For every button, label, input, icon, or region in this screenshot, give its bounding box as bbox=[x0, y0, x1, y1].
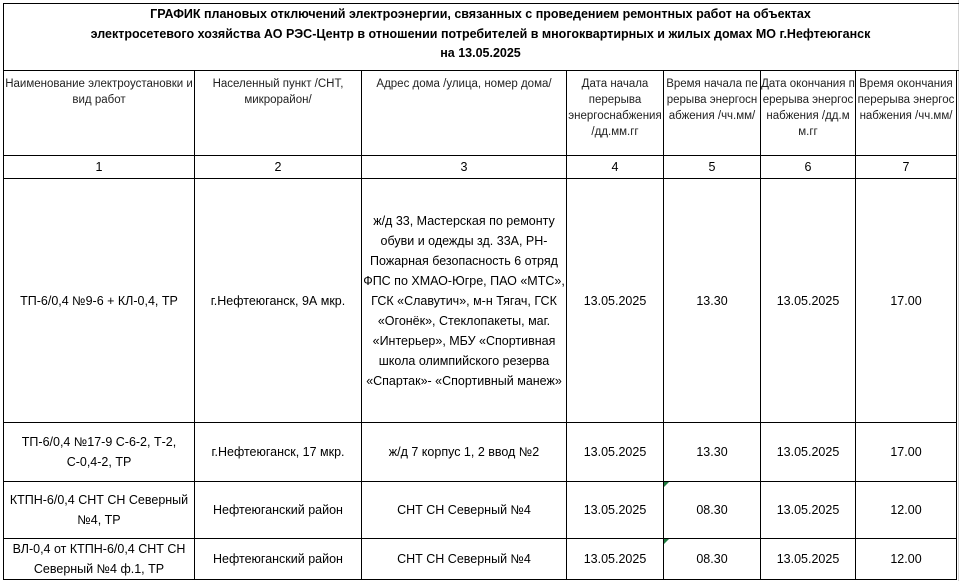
cell-locality[interactable]: г.Нефтеюганск, 17 мкр. bbox=[195, 423, 362, 482]
cell-installation[interactable]: ТП-6/0,4 №9-6 + КЛ-0,4, ТР bbox=[4, 179, 195, 423]
title-line-2: электросетевого хозяйства АО РЭС-Центр в отношении потребителей в многоквартирных и жилых домах МО г.Нефтеюганск bbox=[90, 27, 871, 41]
cell-installation[interactable]: КТПН-6/0,4 СНТ СН Северный №4, ТР bbox=[4, 482, 195, 539]
header-installation[interactable]: Наименование электроустановки и вид работ bbox=[4, 71, 195, 156]
cell-start-date[interactable]: 13.05.2025 bbox=[567, 423, 664, 482]
cell-end-date[interactable]: 13.05.2025 bbox=[761, 179, 856, 423]
cell-address[interactable]: ж/д 33, Мастерская по ремонту обуви и одежды зд. 33А, РН-Пожарная безопасность 6 отряд ФПС по ХМАО-Югре, ПАО «МТС», ГСК «Славутич», м-н Тягач, ГСК «Огонёк», Стеклопакеты, маг. «Интерьер», МБУ «Спортивная школа олимпийского резерва «Спартак»- «Спортивный манеж» bbox=[362, 179, 567, 423]
cell-end-time[interactable]: 17.00 bbox=[856, 179, 957, 423]
cell-address[interactable]: СНТ СН Северный №4 bbox=[362, 482, 567, 539]
column-number[interactable]: 1 bbox=[4, 156, 195, 179]
cell-end-time[interactable]: 17.00 bbox=[856, 423, 957, 482]
cell-end-time[interactable]: 12.00 bbox=[856, 482, 957, 539]
cell-address[interactable]: СНТ СН Северный №4 bbox=[362, 539, 567, 580]
header-end-time[interactable]: Время окончания перерыва энергоснабжения /чч.мм/ bbox=[856, 71, 957, 156]
table-row bbox=[4, 179, 957, 423]
header-end-date[interactable]: Дата окончания перерыва энергоснабжения /дд.мм.гг bbox=[761, 71, 856, 156]
cell-start-date[interactable]: 13.05.2025 bbox=[567, 482, 664, 539]
column-number[interactable]: 2 bbox=[195, 156, 362, 179]
header-row bbox=[4, 71, 957, 156]
column-number[interactable]: 3 bbox=[362, 156, 567, 179]
outage-table bbox=[3, 70, 957, 580]
title-line-1: ГРАФИК плановых отключений электроэнергии, связанных с проведением ремонтных работ на объектах bbox=[150, 7, 811, 21]
header-start-time[interactable]: Время начала перерыва энергоснабжения /чч.мм/ bbox=[664, 71, 761, 156]
header-start-date[interactable]: Дата начала перерыва энергоснабжения /дд.мм.гг bbox=[567, 71, 664, 156]
cell-end-time[interactable]: 12.00 bbox=[856, 539, 957, 580]
cell-locality[interactable]: г.Нефтеюганск, 9А мкр. bbox=[195, 179, 362, 423]
column-number[interactable]: 4 bbox=[567, 156, 664, 179]
cell-start-time[interactable]: 13.30 bbox=[664, 423, 761, 482]
cell-installation[interactable]: ТП-6/0,4 №17-9 С-6-2, Т-2, С-0,4-2, ТР bbox=[4, 423, 195, 482]
cell-start-date[interactable]: 13.05.2025 bbox=[567, 179, 664, 423]
cell-start-time[interactable]: 13.30 bbox=[664, 179, 761, 423]
cell-address[interactable]: ж/д 7 корпус 1, 2 ввод №2 bbox=[362, 423, 567, 482]
cell-end-date[interactable]: 13.05.2025 bbox=[761, 423, 856, 482]
cell-end-date[interactable]: 13.05.2025 bbox=[761, 539, 856, 580]
cell-start-time[interactable]: 08.30 bbox=[664, 539, 761, 580]
cell-installation[interactable]: ВЛ-0,4 от КТПН-6/0,4 СНТ СН Северный №4 ф.1, ТР bbox=[4, 539, 195, 580]
header-locality[interactable]: Населенный пункт /СНТ, микрорайон/ bbox=[195, 71, 362, 156]
column-number[interactable]: 5 bbox=[664, 156, 761, 179]
cell-end-date[interactable]: 13.05.2025 bbox=[761, 482, 856, 539]
cell-start-time[interactable]: 08.30 bbox=[664, 482, 761, 539]
column-number-row bbox=[4, 156, 957, 179]
table-row bbox=[4, 482, 957, 539]
cell-locality[interactable]: Нефтеюганский район bbox=[195, 539, 362, 580]
header-address[interactable]: Адрес дома /улица, номер дома/ bbox=[362, 71, 567, 156]
column-number[interactable]: 6 bbox=[761, 156, 856, 179]
table-row bbox=[4, 423, 957, 482]
column-number[interactable]: 7 bbox=[856, 156, 957, 179]
cell-start-date[interactable]: 13.05.2025 bbox=[567, 539, 664, 580]
title-line-3: на 13.05.2025 bbox=[440, 46, 521, 60]
table-row bbox=[4, 539, 957, 580]
cell-locality[interactable]: Нефтеюганский район bbox=[195, 482, 362, 539]
